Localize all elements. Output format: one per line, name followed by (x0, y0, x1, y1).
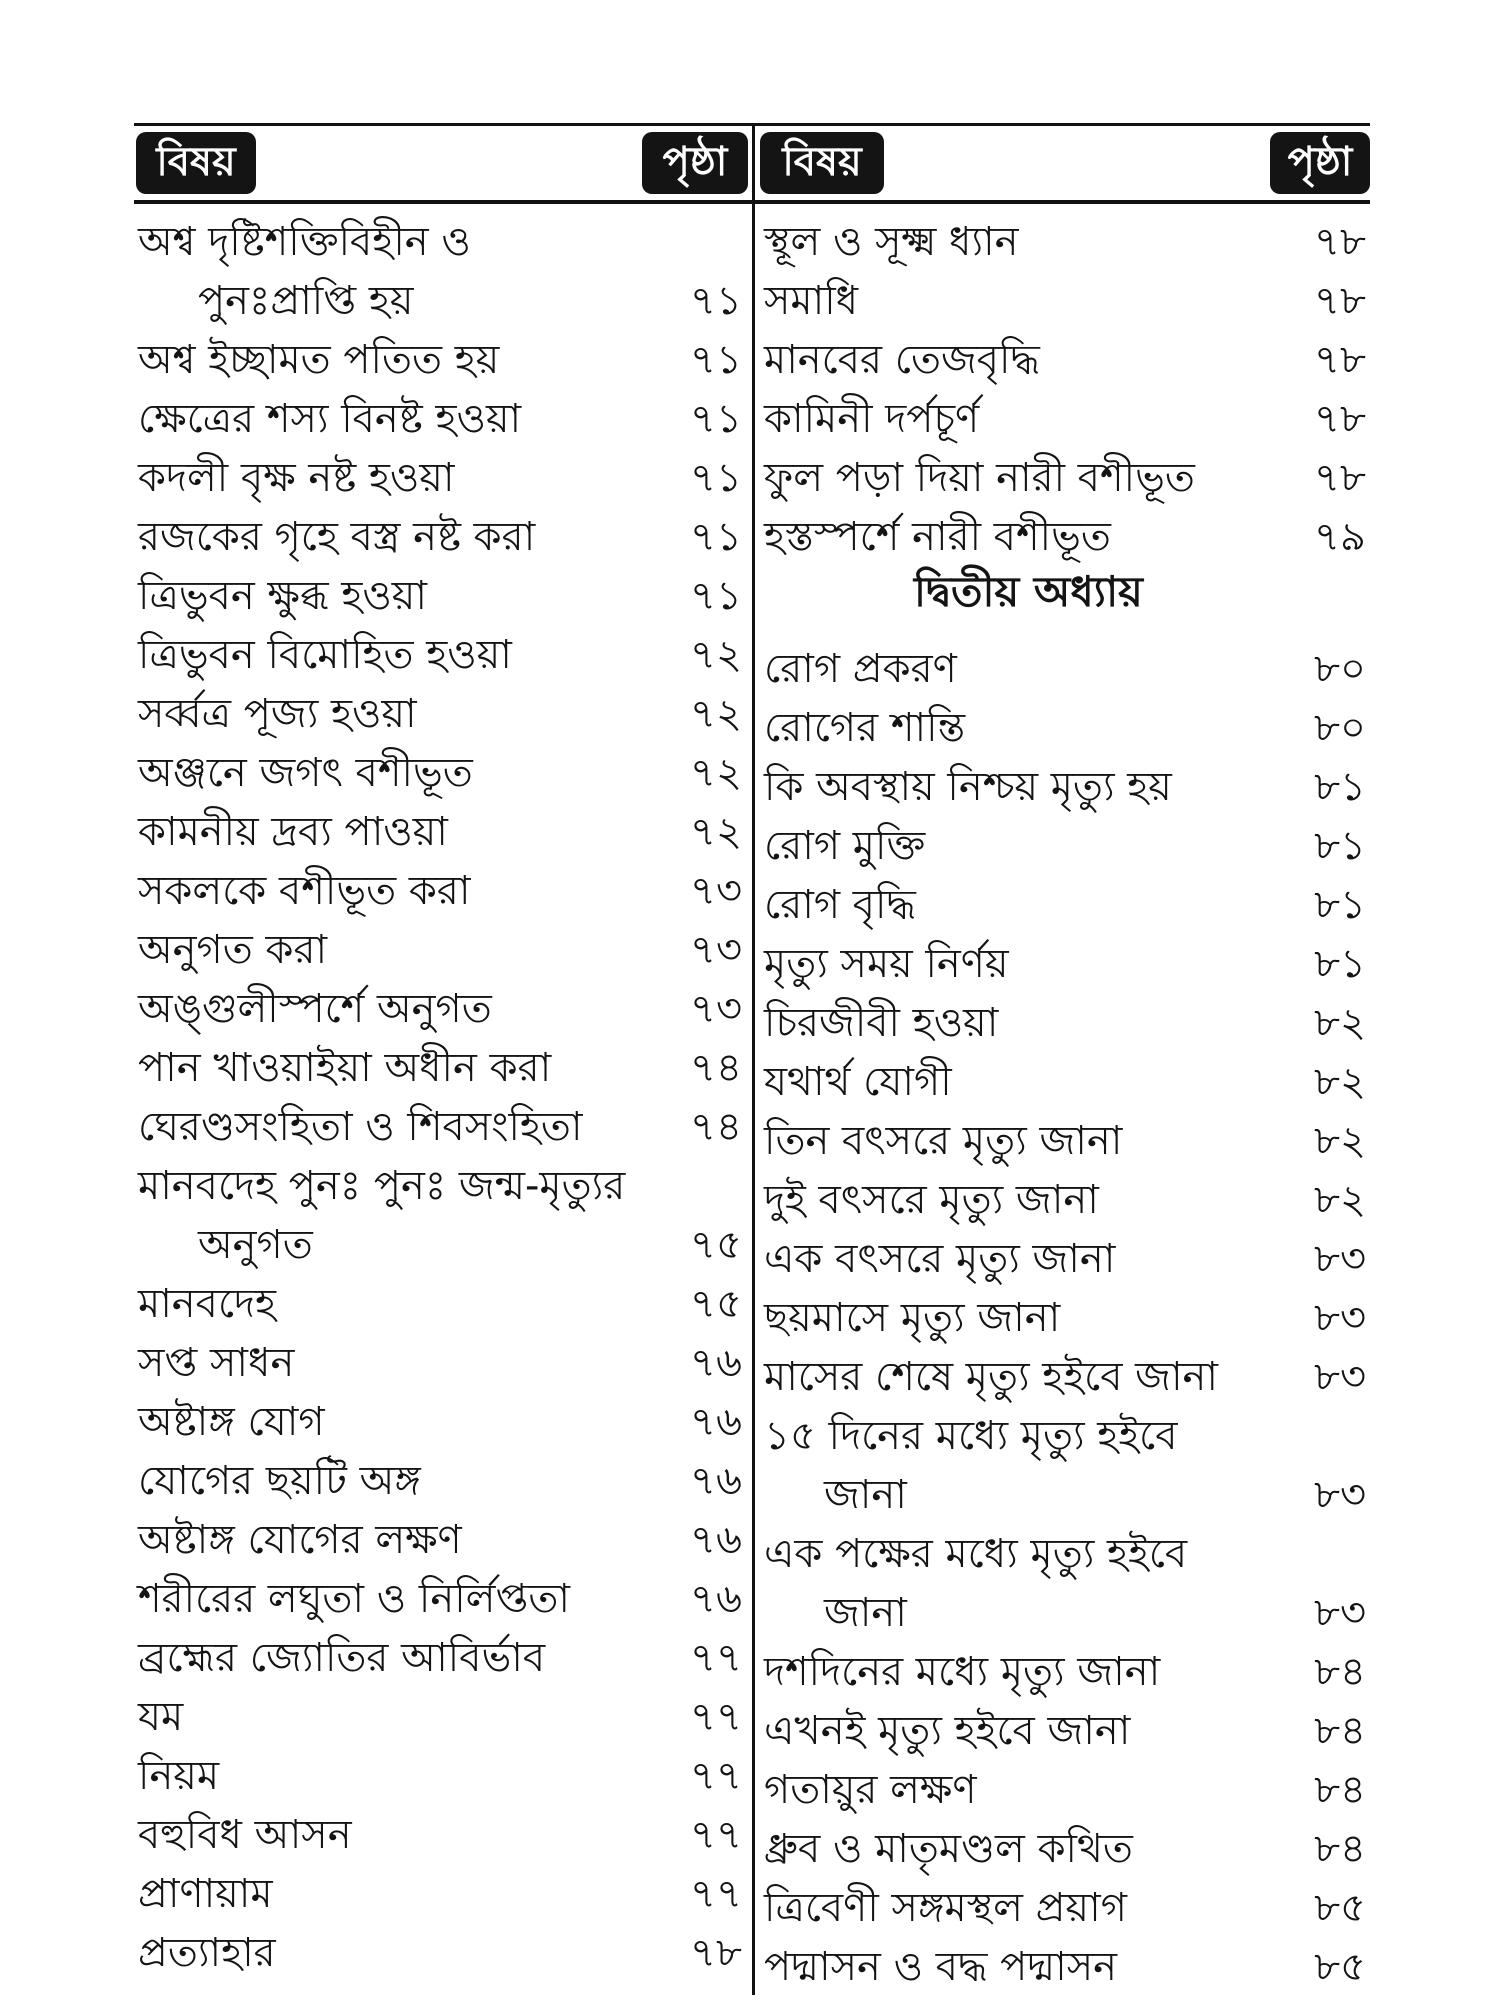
toc-entry-text: কামনীয় দ্রব্য পাওয়া (138, 809, 448, 855)
toc-entry-text: শরীরের লঘুতা ও নির্লিপ্ততা (138, 1576, 570, 1622)
right-page-header: পৃষ্ঠা (1270, 132, 1370, 194)
toc-entry-text: স্থূল ও সূক্ষ্ম ধ্যান (764, 219, 1019, 265)
toc-entry-text: যোগের ছয়টি অঙ্গ (138, 1458, 421, 1504)
toc-page-number: ৭১ (690, 573, 742, 619)
toc-entry-text: চিরজীবী হওয়া (764, 1000, 999, 1046)
toc-page-number: ৮২ (1314, 1000, 1366, 1046)
toc-entry-text: রোগ বৃদ্ধি (764, 882, 916, 928)
toc-page-number: ৭২ (689, 632, 742, 678)
toc-page-number: ৮২ (1314, 1059, 1366, 1105)
toc-page-number: ৭২ (689, 809, 742, 855)
toc-page-number: ৭৬ (689, 1399, 742, 1445)
toc-page-number: ৭৪ (690, 1104, 742, 1150)
toc-page-number: ৮১ (1314, 941, 1366, 987)
toc-page-number: ৭৮ (1314, 219, 1366, 265)
toc-entry-text: মানবের তেজবৃদ্ধি (764, 337, 1040, 383)
toc-page-number: ৭৯ (1314, 514, 1366, 560)
toc-page-number: ৭৭ (689, 1753, 742, 1799)
toc-entry-text: মৃত্যু সময় নির্ণয় (764, 941, 1009, 987)
toc-entry-text: তিন বৎসরে মৃত্যু জানা (764, 1118, 1123, 1164)
toc-page-number: ৭৬ (689, 1458, 742, 1504)
toc-page-number: ৮২ (1314, 1177, 1366, 1223)
toc-entry-text: প্রাণায়াম (138, 1871, 273, 1917)
toc-page-number: ৮৩ (1314, 1472, 1366, 1518)
toc-entry-text: জানা (824, 1472, 907, 1518)
toc-entry-text: যথার্থ যোগী (764, 1059, 952, 1105)
toc-page-number: ৮৪ (1314, 1708, 1366, 1754)
toc-page-number: ৭১ (690, 337, 742, 383)
right-subject-header: বিষয় (760, 132, 884, 194)
toc-entry-text: ব্রহ্মের জ্যোতির আবির্ভাব (138, 1635, 546, 1681)
toc-entry-text: অষ্টাঙ্গ যোগের লক্ষণ (138, 1517, 462, 1563)
toc-entry-text: অষ্টাঙ্গ যোগ (138, 1399, 325, 1445)
toc-page-number: ৭৮ (1314, 455, 1366, 501)
toc-page-number: ৭৫ (690, 1222, 742, 1268)
toc-page-number: ৮০ (1314, 646, 1366, 692)
toc-entry-text: ১৫ দিনের মধ্যে মৃত্যু হইবে (764, 1413, 1178, 1459)
toc-entry-text: পান খাওয়াইয়া অধীন করা (138, 1045, 552, 1091)
toc-page-number: ৭৩ (689, 927, 742, 973)
toc-page-number: ৭১ (690, 278, 742, 324)
toc-page-number: ৮৩ (1314, 1295, 1366, 1341)
toc-page-number: ৮৪ (1314, 1767, 1366, 1813)
toc-entry-text: প্রত্যাহার (138, 1930, 276, 1976)
toc-entry-text: বহুবিধ আসন (138, 1812, 352, 1858)
toc-entry-text: অনুগত করা (138, 927, 328, 973)
toc-page-number: ৭৮ (1314, 337, 1366, 383)
toc-page-number: ৮৫ (1314, 1944, 1366, 1990)
toc-entry-text: জানা (824, 1590, 907, 1636)
toc-entry-text: পদ্মাসন ও বদ্ধ পদ্মাসন (764, 1944, 1118, 1990)
toc-page-number: ৭৬ (689, 1517, 742, 1563)
toc-page-number: ৮৪ (1314, 1649, 1366, 1695)
toc-entry-text: ত্রিভুবন বিমোহিত হওয়া (138, 632, 512, 678)
toc-entry-text: ঘেরণ্ডসংহিতা ও শিবসংহিতা (138, 1104, 583, 1150)
toc-page-number: ৭৫ (690, 1281, 742, 1327)
toc-page-number: ৮৩ (1314, 1236, 1366, 1282)
toc-entry-text: সকলকে বশীভূত করা (138, 868, 471, 914)
toc-page-number: ৭৪ (690, 1045, 742, 1091)
toc-entry-text: ত্রিবেণী সঙ্গমস্থল প্রয়াগ (764, 1885, 1127, 1931)
toc-page-number: ৭৮ (1314, 278, 1366, 324)
toc-page-number: ৮৪ (1314, 1826, 1366, 1872)
chapter-heading: দ্বিতীয় অধ্যায় (914, 567, 1143, 616)
toc-entry-text: এক পক্ষের মধ্যে মৃত্যু হইবে (764, 1531, 1188, 1577)
toc-page-number: ৭৩ (689, 986, 742, 1032)
toc-page-number: ৭৬ (689, 1340, 742, 1386)
toc-entry-text: মাসের শেষে মৃত্যু হইবে জানা (764, 1354, 1219, 1400)
toc-entry-text: রোগ মুক্তি (764, 823, 926, 869)
toc-page-number: ৮১ (1314, 823, 1366, 869)
toc-page-number: ৭৭ (689, 1871, 742, 1917)
toc-entry-text: গতায়ুর লক্ষণ (764, 1767, 977, 1813)
toc-entry-text: মানবদেহ (138, 1281, 277, 1327)
toc-entry-text: পুনঃপ্রাপ্তি হয় (198, 278, 414, 324)
toc-entry-text: কদলী বৃক্ষ নষ্ট হওয়া (138, 455, 455, 501)
toc-page-number: ৮১ (1314, 764, 1366, 810)
toc-entry-text: দুই বৎসরে মৃত্যু জানা (764, 1177, 1099, 1223)
toc-page-number: ৭৭ (689, 1694, 742, 1740)
toc-entry-text: অঙ্গুলীস্পর্শে অনুগত (138, 986, 492, 1032)
toc-entry-text: মানবদেহ পুনঃ পুনঃ জন্ম-মৃত্যুর (138, 1163, 626, 1209)
toc-page-number: ৭৭ (689, 1812, 742, 1858)
toc-entry-text: অশ্ব দৃষ্টিশক্তিবিহীন ও (138, 219, 471, 265)
toc-entry-text: সমাধি (764, 278, 859, 324)
toc-entry-text: ত্রিভুবন ক্ষুব্ধ হওয়া (138, 573, 427, 619)
toc-entry-text: অঞ্জনে জগৎ বশীভূত (138, 750, 473, 796)
toc-page-number: ৭৮ (1314, 396, 1366, 442)
toc-entry-text: ধ্রুব ও মাতৃমণ্ডল কথিত (764, 1826, 1133, 1872)
toc-page-number: ৭১ (690, 396, 742, 442)
toc-entry-text: সপ্ত সাধন (138, 1340, 295, 1386)
toc-page-number: ৭৩ (689, 868, 742, 914)
toc-entry-text: অশ্ব ইচ্ছামত পতিত হয় (138, 337, 500, 383)
toc-entry-text: রোগের শান্তি (764, 705, 966, 751)
left-subject-header: বিষয় (136, 132, 256, 194)
toc-page-number: ৮২ (1314, 1118, 1366, 1164)
toc-entry-text: দশদিনের মধ্যে মৃত্যু জানা (764, 1649, 1161, 1695)
toc-entry-text: যম (138, 1694, 184, 1740)
toc-page-number: ৮৫ (1314, 1885, 1366, 1931)
toc-entry-text: এক বৎসরে মৃত্যু জানা (764, 1236, 1116, 1282)
toc-page-number: ৭২ (689, 691, 742, 737)
toc-page-number: ৮০ (1314, 705, 1366, 751)
toc-page-number: ৭২ (689, 750, 742, 796)
toc-entry-text: ছয়মাসে মৃত্যু জানা (764, 1295, 1061, 1341)
toc-page-number: ৭১ (690, 514, 742, 560)
toc-entry-text: অনুগত (198, 1222, 313, 1268)
toc-page-number: ৭১ (690, 455, 742, 501)
toc-entry-text: সর্ব্বত্র পূজ্য হওয়া (138, 691, 417, 737)
toc-page-number: ৭৮ (690, 1930, 742, 1976)
toc-entry-text: কামিনী দর্পচূর্ণ (764, 396, 980, 442)
toc-entry-text: হস্তস্পর্শে নারী বশীভূত (764, 514, 1111, 560)
toc-entry-text: নিয়ম (138, 1753, 220, 1799)
column-divider (752, 123, 755, 1995)
toc-page-number: ৮১ (1314, 882, 1366, 928)
toc-entry-text: রজকের গৃহে বস্ত্র নষ্ট করা (138, 514, 536, 560)
toc-page-number: ৮৩ (1314, 1354, 1366, 1400)
toc-entry-text: কি অবস্থায় নিশ্চয় মৃত্যু হয় (764, 764, 1172, 810)
toc-entry-text: ক্ষেত্রের শস্য বিনষ্ট হওয়া (138, 396, 522, 442)
toc-entry-text: এখনই মৃত্যু হইবে জানা (764, 1708, 1131, 1754)
toc-entry-text: রোগ প্রকরণ (764, 646, 957, 692)
toc-entry-text: ফুল পড়া দিয়া নারী বশীভূত (764, 455, 1195, 501)
left-page-header: পৃষ্ঠা (642, 132, 748, 194)
toc-page-number: ৮৩ (1314, 1590, 1366, 1636)
toc-page-number: ৭৭ (689, 1635, 742, 1681)
toc-page-number: ৭৬ (689, 1576, 742, 1622)
